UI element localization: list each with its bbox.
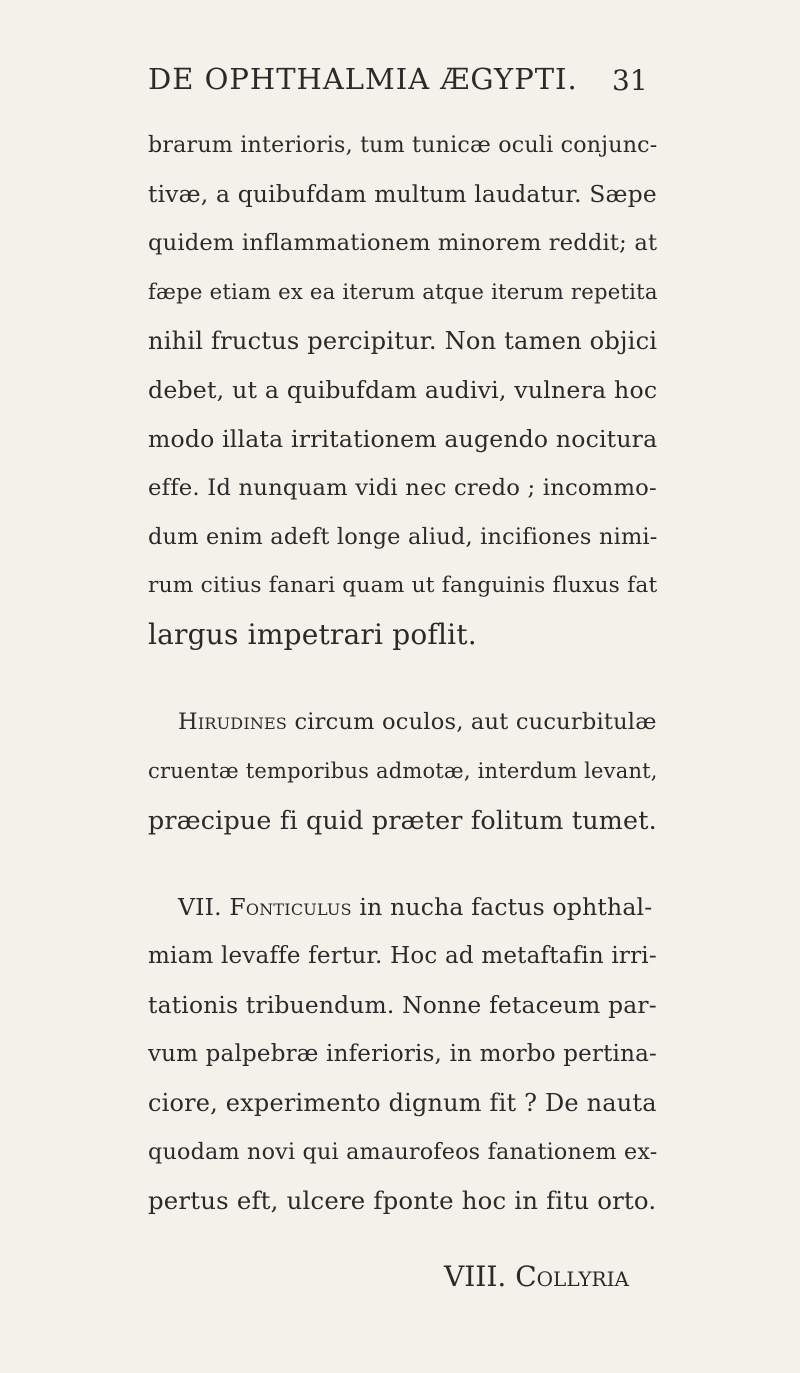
page-header (0, 62, 800, 102)
text-line: vum palpebræ inferioris, in morbo pertina- (148, 1041, 657, 1067)
text-line: tivæ, a quibufdam multum laudatur. Sæpe (148, 180, 657, 208)
text-line: pertus eft, ulcere fponte hoc in fitu orto. (148, 1186, 657, 1215)
text-line: rum citius fanari quam ut fanguinis fluxus fat (148, 573, 658, 598)
lead-word: Fonticulus (229, 893, 352, 921)
text-line: modo illata irritationem augendo nocitura (148, 425, 658, 453)
catchword (444, 1260, 629, 1293)
catchword-number: VIII. (444, 1260, 507, 1293)
text-line: præcipue fi quid præter folitum tumet. (148, 805, 657, 835)
text-line: nihil fructus percipitur. Non tamen objici (148, 327, 658, 355)
text-line: cruentæ temporibus admotæ, interdum levant, (148, 758, 658, 783)
text-line: dum enim adeft longe aliud, incifiones nimi- (148, 524, 658, 550)
text-line (178, 890, 652, 924)
text-line (178, 705, 657, 739)
lead-word: Hirudines (178, 709, 288, 735)
catchword-word: Collyria (515, 1260, 629, 1293)
running-title: DE OPHTHALMIA ÆGYPTI. (148, 62, 578, 96)
text-line: debet, ut a quibufdam audivi, vulnera hoc (148, 376, 658, 404)
text-line: effe. Id nunquam vidi nec credo ; incommo- (148, 475, 657, 501)
text-line: miam levaffe fertur. Hoc ad metaftafin irri- (148, 943, 657, 969)
line-rest: circum oculos, aut cucurbitulæ (294, 709, 657, 735)
text-line: tationis tribuendum. Nonne fetaceum par- (148, 991, 657, 1019)
line-rest: in nucha factus ophthal- (359, 893, 653, 921)
text-line: fæpe etiam ex ea iterum atque iterum repetita (148, 279, 658, 304)
page-number: 31 (612, 64, 648, 97)
text-line: brarum interioris, tum tunicæ oculi conjunc- (148, 132, 658, 158)
text-line: largus impetrari poflit. (148, 618, 477, 651)
text-line: quidem inflammationem minorem reddit; at (148, 230, 658, 256)
text-line: quodam novi qui amaurofeos fanationem ex- (148, 1139, 658, 1165)
text-line: ciore, experimento dignum fit ? De nauta (148, 1089, 657, 1117)
section-number: VII. (178, 893, 222, 921)
